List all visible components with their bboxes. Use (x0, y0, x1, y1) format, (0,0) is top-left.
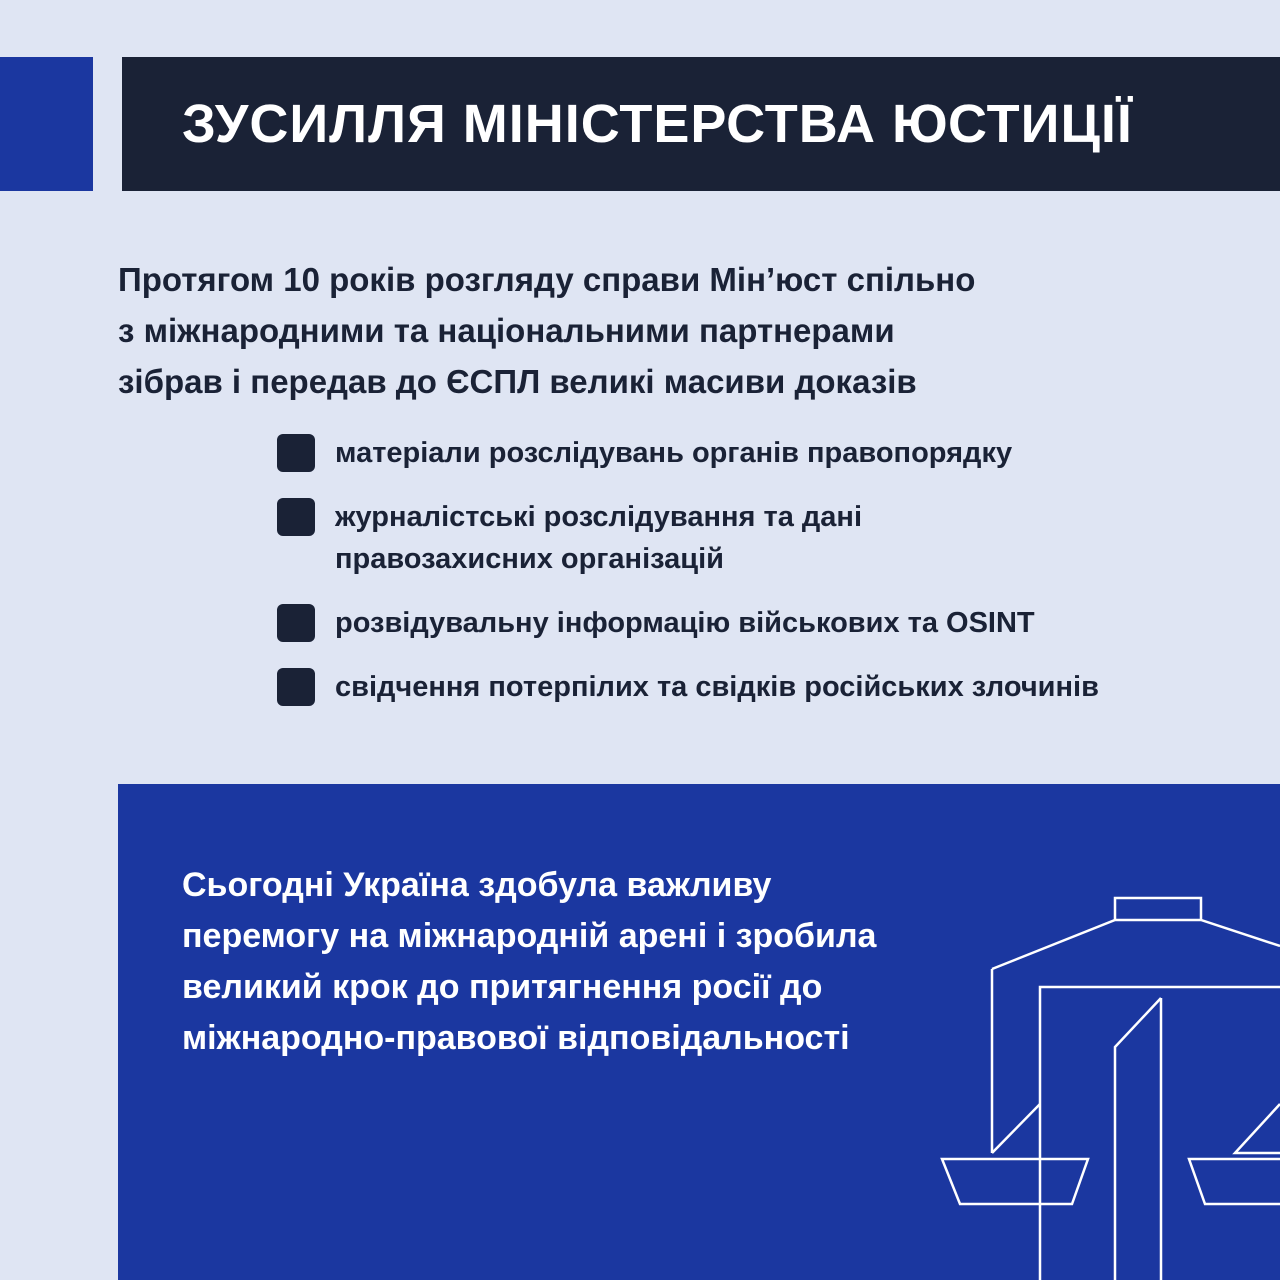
title-bar (122, 57, 1280, 191)
closing-line: великий крок до притягнення росії до (182, 968, 823, 1006)
square-bullet-icon (277, 604, 315, 642)
closing-line: Сьогодні Україна здобула важливу (182, 866, 772, 904)
evidence-list (277, 432, 1267, 730)
accent-block (0, 57, 93, 191)
evidence-item-line: розвідувальну інформацію військових та OSINT (335, 607, 1035, 639)
evidence-item (277, 666, 1267, 708)
evidence-item (277, 496, 1267, 580)
intro-line: Протягом 10 років розгляду справи Мін’юст спільно (118, 261, 976, 298)
evidence-item-line: журналістські розслідування та дані (335, 501, 862, 533)
evidence-item (277, 432, 1267, 474)
square-bullet-icon (277, 668, 315, 706)
evidence-item-line: свідчення потерпілих та свідків російських злочинів (335, 671, 1099, 703)
evidence-item-text (335, 666, 1267, 708)
square-bullet-icon (277, 434, 315, 472)
evidence-item-text (335, 602, 1267, 644)
closing-line: міжнародно-правової відповідальності (182, 1019, 850, 1057)
closing-statement (182, 860, 1042, 1064)
page-title: ЗУСИЛЛЯ МІНІСТЕРСТВА ЮСТИЦІЇ (182, 94, 1133, 154)
intro-line: зібрав і передав до ЄСПЛ великі масиви доказів (118, 363, 917, 400)
evidence-item-text (335, 432, 1267, 474)
closing-line: перемогу на міжнародній арені і зробила (182, 917, 877, 955)
intro-line: з міжнародними та національними партнерами (118, 312, 895, 349)
evidence-item-line: правозахисних організацій (335, 543, 724, 575)
intro-paragraph (118, 254, 1178, 407)
evidence-item-line: матеріали розслідувань органів правопорядку (335, 437, 1013, 469)
evidence-item (277, 602, 1267, 644)
evidence-item-text (335, 496, 1267, 580)
square-bullet-icon (277, 498, 315, 536)
conclusion-panel (118, 784, 1280, 1280)
